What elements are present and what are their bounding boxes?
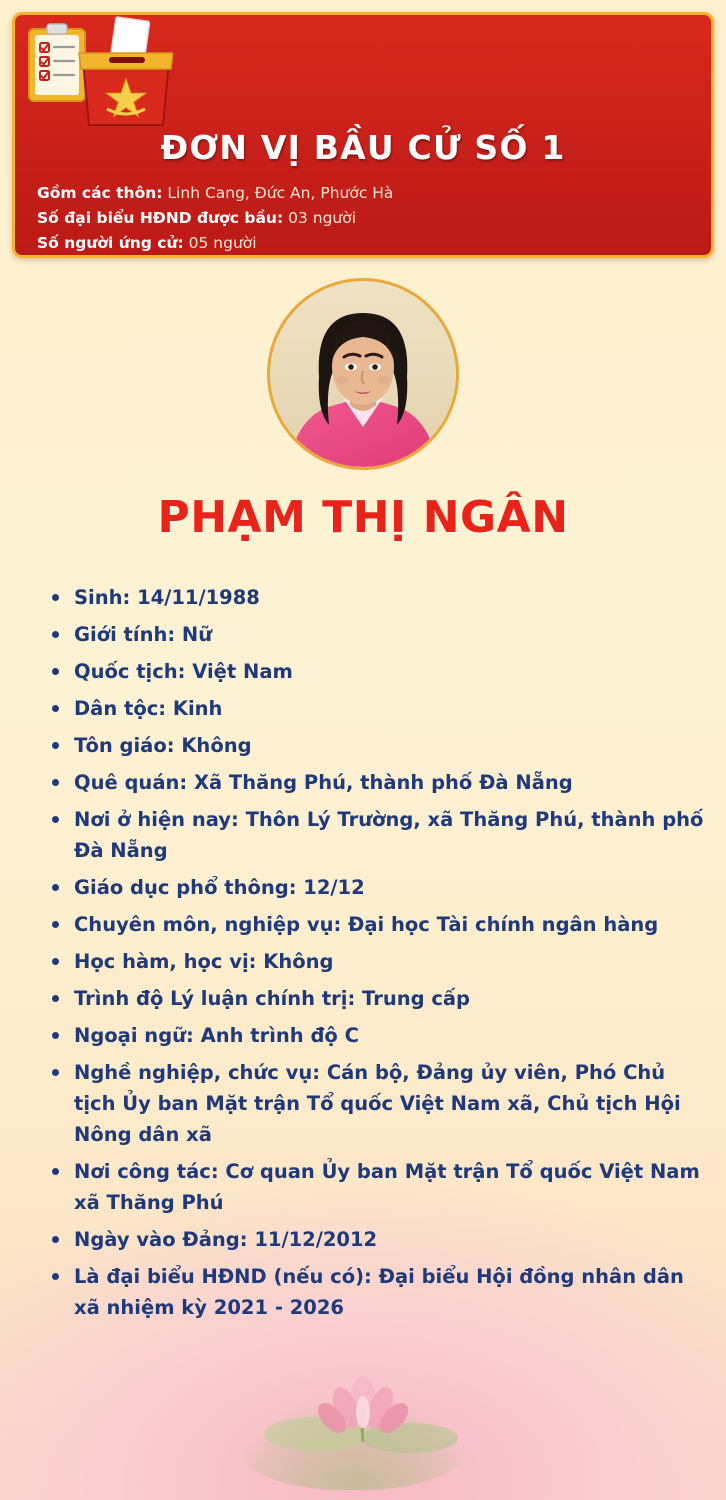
list-item: Giới tính: Nữ (44, 619, 704, 650)
detail-label: Số người ứng cử: (37, 234, 184, 252)
detail-value: 03 người (288, 209, 357, 227)
candidate-name: PHẠM THỊ NGÂN (157, 492, 569, 543)
list-item: Quốc tịch: Việt Nam (44, 656, 704, 687)
detail-row-candidates (37, 231, 691, 256)
list-item: Nơi ở hiện nay: Thôn Lý Trường, xã Thăng Phú, thành phố Đà Nẵng (44, 804, 704, 866)
list-item: Chuyên môn, nghiệp vụ: Đại học Tài chính ngân hàng (44, 909, 704, 940)
list-item: Tôn giáo: Không (44, 730, 704, 761)
detail-label: Gồm các thôn: (37, 184, 163, 202)
detail-row-seats (37, 206, 691, 231)
unit-details (37, 181, 691, 256)
header-banner (12, 12, 714, 258)
ballot-box-body (79, 53, 173, 125)
checklist-icon (29, 24, 85, 101)
page-title: ĐƠN VỊ BẦU CỬ SỐ 1 (160, 128, 566, 167)
detail-row-villages (37, 181, 691, 206)
list-item: Nghề nghiệp, chức vụ: Cán bộ, Đảng ủy viên, Phó Chủ tịch Ủy ban Mặt trận Tổ quốc Việt Nam xã, Chủ tịch Hội Nông dân xã (44, 1057, 704, 1150)
leaf-shadow (238, 1400, 468, 1490)
list-item: Sinh: 14/11/1988 (44, 582, 704, 613)
candidate-avatar (267, 278, 459, 470)
ballot-box-icon (21, 13, 173, 133)
detail-value: 05 người (188, 234, 257, 252)
list-item: Học hàm, học vị: Không (44, 946, 704, 977)
list-item: Giáo dục phổ thông: 12/12 (44, 872, 704, 903)
list-item: Dân tộc: Kinh (44, 693, 704, 724)
list-item: Là đại biểu HĐND (nếu có): Đại biểu Hội đồng nhân dân xã nhiệm kỳ 2021 - 2026 (44, 1261, 704, 1323)
list-item: Quê quán: Xã Thăng Phú, thành phố Đà Nẵng (44, 767, 704, 798)
lotus-flower-icon (258, 1342, 468, 1466)
detail-label: Số đại biểu HĐND được bầu: (37, 209, 284, 227)
candidate-info-list (44, 582, 704, 1329)
bottom-decoration (0, 1310, 726, 1500)
detail-value: Linh Cang, Đức An, Phước Hà (167, 184, 394, 202)
list-item: Trình độ Lý luận chính trị: Trung cấp (44, 983, 704, 1014)
list-item: Ngoại ngữ: Anh trình độ C (44, 1020, 704, 1051)
list-item: Nơi công tác: Cơ quan Ủy ban Mặt trận Tổ quốc Việt Nam xã Thăng Phú (44, 1156, 704, 1218)
list-item: Ngày vào Đảng: 11/12/2012 (44, 1224, 704, 1255)
avatar-image (270, 281, 456, 467)
